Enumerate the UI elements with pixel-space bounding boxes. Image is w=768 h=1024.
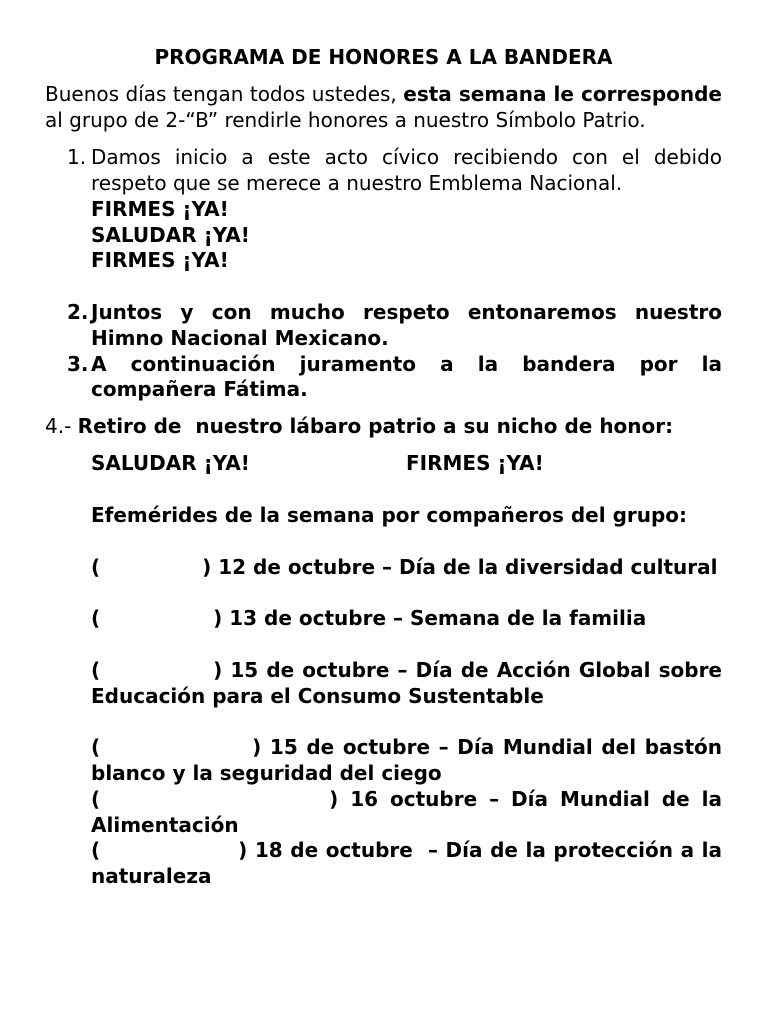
efemeride-item: [91, 606, 722, 632]
program-item-4: [45, 414, 722, 440]
program-item-text: Juntos y con mucho respeto entonaremos nuestro Himno Nacional Mexicano.: [91, 300, 722, 350]
name-blank: [100, 573, 202, 574]
program-item-body: [91, 145, 722, 300]
program-item-1: [45, 145, 722, 300]
name-blank: [100, 676, 213, 677]
efemeride-text: 16 octubre – Día Mundial de la Alimentación: [91, 786, 722, 837]
efemeride-item: [91, 658, 722, 710]
paren-open: (: [91, 657, 101, 682]
paren-close: ): [238, 838, 248, 863]
command-line: FIRMES ¡YA!: [91, 196, 229, 221]
paren-open: (: [91, 786, 101, 811]
program-item-number: 3.: [67, 351, 89, 376]
efemeride-item: [91, 838, 729, 890]
paren-close: ): [213, 657, 223, 682]
program-item-2: [45, 300, 722, 352]
command-attention: FIRMES ¡YA!: [406, 451, 544, 476]
paren-open: (: [91, 838, 101, 863]
efemeride-item: [91, 555, 722, 581]
empty-line: [91, 274, 722, 300]
paren-open: (: [91, 735, 101, 760]
paren-close: ): [213, 606, 223, 631]
efemeride-text: 18 de octubre – Día de la protección a la naturaleza: [91, 838, 729, 889]
intro-paragraph: [45, 82, 722, 134]
name-blank: [100, 624, 213, 625]
paren-close: ): [329, 786, 339, 811]
program-item-3: [45, 352, 722, 404]
program-item-text: Retiro de nuestro lábaro patrio a su nicho de honor:: [77, 414, 674, 439]
program-item-text: Damos inicio a este acto cívico recibiendo con el debido respeto que se merece a nuestro Emblema Nacional.: [91, 145, 722, 196]
efemeride-text: 15 de octubre – Día de Acción Global sobre Educación para el Consumo Sustentable: [91, 657, 722, 708]
program-item-number: 4.-: [45, 414, 72, 439]
command-line: SALUDAR ¡YA!: [91, 222, 250, 247]
name-blank: [100, 753, 252, 754]
closing-section: [91, 451, 729, 890]
intro-greeting: Buenos días tengan todos ustedes,: [45, 81, 404, 106]
paren-open: (: [91, 554, 101, 579]
paren-open: (: [91, 606, 101, 631]
paren-close: ): [202, 554, 212, 579]
intro-emphasis: esta semana le corresponde: [403, 81, 722, 106]
efemeride-text: 12 de octubre – Día de la diversidad cultural: [218, 554, 718, 579]
program-item-number: 1.: [67, 145, 87, 170]
name-blank: [100, 805, 329, 806]
efemeride-item: [91, 787, 722, 839]
efemeride-text: 15 de octubre – Día Mundial del bastón blanco y la seguridad del ciego: [91, 735, 722, 785]
document-title: PROGRAMA DE HONORES A LA BANDERA: [154, 45, 613, 69]
efemeride-item: [91, 735, 722, 787]
paren-close: ): [252, 735, 262, 760]
intro-rest: al grupo de 2-“B” rendirle honores a nuestro Símbolo Patrio.: [45, 107, 646, 132]
efemerides-heading: Efemérides de la semana por compañeros del grupo:: [91, 503, 688, 527]
program-item-text: A continuación juramento a la bandera por la compañera Fátima.: [91, 351, 722, 402]
command-salute: SALUDAR ¡YA!: [91, 451, 250, 476]
name-blank: [100, 856, 238, 857]
command-row: [91, 451, 722, 477]
efemeride-text: 13 de octubre – Semana de la familia: [229, 606, 647, 631]
program-list: [45, 145, 722, 403]
command-line: FIRMES ¡YA!: [91, 248, 229, 273]
program-item-number: 2.: [67, 300, 89, 325]
